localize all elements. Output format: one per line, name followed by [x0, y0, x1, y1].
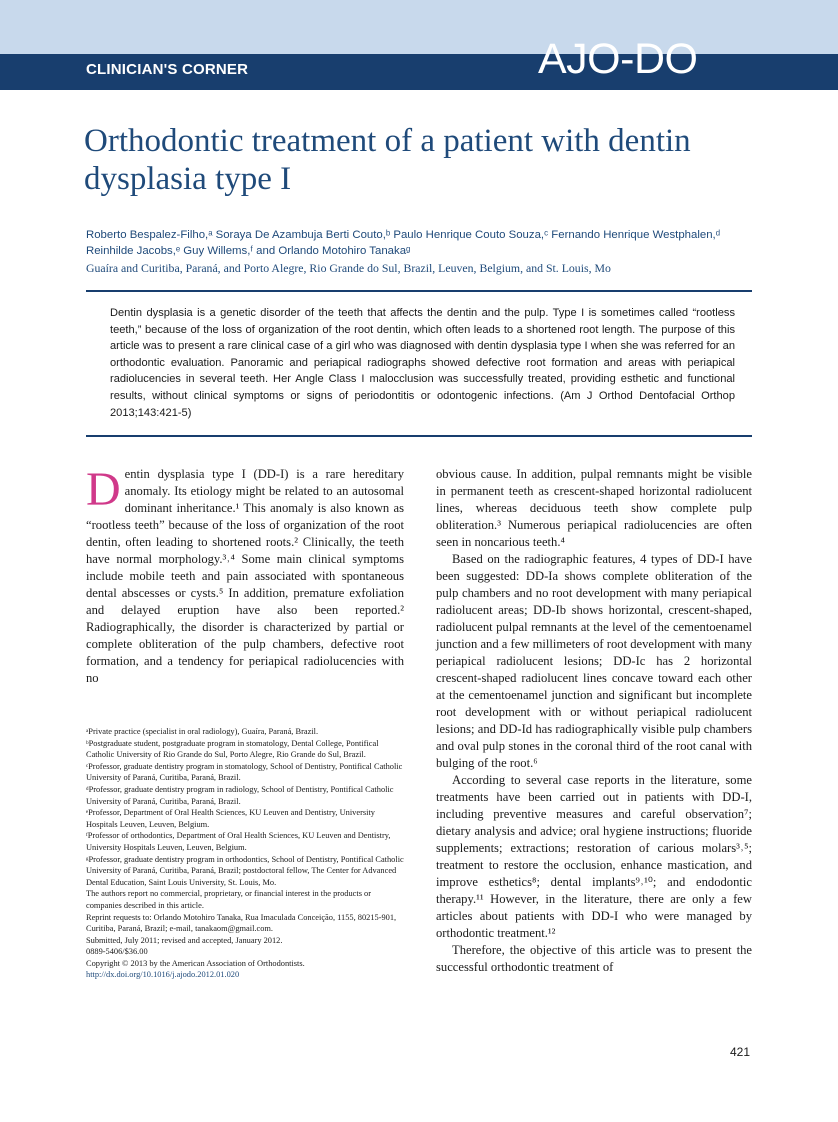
doi-link[interactable]: http://dx.doi.org/10.1016/j.ajodo.2012.01.020: [86, 970, 240, 980]
body-paragraph-4: According to several case reports in the literature, some treatments have been carried out in patients with DD-I, including preventive measures and careful observation⁷; dietary analysis and advice; oral hygiene instructions; fluoride supplements; extractions; restoration of carious molars³˒⁵; treatment to restore the occlusion, enhance mastication, and improve esthetics⁸; dental implants⁹˒¹⁰; and endodontic therapy.¹¹ However, in the literature, there are only a few articles about patients with DD-I who were managed by orthodontic treatment.¹²: [436, 773, 752, 940]
footnote-d: ᵈProfessor, graduate dentistry program in radiology, School of Dentistry, Pontifical Catholic University of Paraná, Curitiba, Paraná, Brazil.: [86, 784, 394, 806]
abstract: Dentin dysplasia is a genetic disorder of the teeth that affects the dentin and the pulp. Type I is sometimes called “rootless teeth,” because of the loss of organization of the root dentin, which often leads to a shortened root length. The purpose of this article was to present a rare clinical case of a girl who was diagnosed with dentin dysplasia type I when she was referred for an orthodontic evaluation. Panoramic and periapical radiographs showed defective root formation and areas with periapical radiolucencies in several teeth. Her Angle Class I malocclusion was successfully treated, providing esthetic and functional results, without clinical symptoms or signs of periodontitis or odontogenic infections. (Am J Orthod Dentofacial Orthop 2013;143:421-5): [110, 307, 735, 419]
footnote-e: ᵉProfessor, Department of Oral Health Sciences, KU Leuven and Dentistry, University Hospitals Leuven, Leuven, Belgium.: [86, 808, 375, 829]
abstract-top-rule: [86, 290, 752, 292]
body-paragraph-5: Therefore, the objective of this article was to present the successful orthodontic treatment of: [436, 943, 752, 974]
header-band: [0, 0, 838, 54]
issn: 0889-5406/$36.00: [86, 947, 148, 957]
article-title: Orthodontic treatment of a patient with dentin dysplasia type I: [84, 123, 691, 197]
body-paragraph-3: Based on the radiographic features, 4 types of DD-I have been suggested: DD-Ia shows complete obliteration of the pulp chambers and no root development with many periapical radiolucent areas; DD-Ib shows horizontal, crescent-shaped, radiolucent pulpal remnants at the level of the cementoenamel junction and a few millimeters of root development with many periapical radiolucent lesions; DD-Ic has 2 horizontal crescent-shaped radiolucent lines concave toward each other at the cementoenamel junction and significant but incomplete root development with or without periapical radiolucent lesions; and DD-Id has radiographically visible pulp chambers and oval pulp stones in the coronal third of the root canal with bulging of the root.⁶: [436, 552, 752, 770]
footnote-a: ᵃPrivate practice (specialist in oral radiology), Guaíra, Paraná, Brazil.: [86, 727, 319, 736]
footnote-f: ᶠProfessor of orthodontics, Department of Oral Health Sciences, KU Leuven and Dentistry, University Hospitals Leuven, Leuven, Belgium.: [86, 831, 391, 852]
footnote-g: ᵍProfessor, graduate dentistry program in orthodontics, School of Dentistry, Pontifical Catholic University of Paraná, Curitiba, Paraná, Brazil; postdoctoral fellow, The Center for Advanced Dental Education, Saint Louis University, St. Louis, Mo.: [86, 854, 404, 887]
disclosure-note: The authors report no commercial, proprietary, or financial interest in the products or companies described in this article.: [86, 889, 372, 910]
journal-logo: AJO-DO: [538, 35, 698, 83]
footnote-c: ᶜProfessor, graduate dentistry program in stomatology, School of Dentistry, Pontifical Catholic University of Paraná, Curitiba, Paraná, Brazil.: [86, 761, 403, 783]
section-label: CLINICIAN'S CORNER: [86, 61, 249, 78]
author-affiliations: Guaíra and Curitiba, Paraná, and Porto Alegre, Rio Grande do Sul, Brazil, Leuven, Belgium, and St. Louis, Mo: [86, 261, 611, 275]
author-list: Roberto Bespalez-Filho,ᵃ Soraya De Azambuja Berti Couto,ᵇ Paulo Henrique Couto Souza,ᶜ Fernando Henrique Westphalen,ᵈ Reinhilde Jacobs,ᵉ Guy Willems,ᶠ and Orlando Motohiro Tanakaᵍ: [86, 229, 721, 257]
abstract-bottom-rule: [86, 435, 752, 437]
submission-dates: Submitted, July 2011; revised and accepted, January 2012.: [86, 935, 283, 945]
page-number: 421: [730, 1045, 751, 1059]
body-paragraph-2: obvious cause. In addition, pulpal remnants might be visible in permanent teeth as crescent-shaped horizontal radiolucent lines, whereas deciduous teeth show complete pulp obliteration.³ Numerous periapical radiolucencies are often seen in noncarious teeth.⁴: [436, 467, 752, 549]
right-column: [436, 466, 752, 976]
left-column: [86, 463, 404, 687]
drop-cap: D: [86, 463, 121, 516]
body-paragraph-1: entin dysplasia type I (DD-I) is a rare hereditary anomaly. Its etiology might be related to an autosomal dominant inheritance.¹ This anomaly is also known as “rootless teeth” because of the loss of organization of the root dentin, often leading to shortened roots.² Clinically, the teeth have normal morphology.³˒⁴ Some main clinical symptoms include mobile teeth and pain associated with spontaneous dental abscesses or cysts.⁵ In addition, premature exfoliation and delayed eruption have also been reported.² Radiographically, the disorder is characterized by partial or complete obliteration of the pulp chambers, defective root formation, and a tendency for periapical radiolucencies with no: [86, 467, 404, 685]
footnote-b: ᵇPostgraduate student, postgraduate program in stomatology, Dental College, Pontifical Catholic University of Rio Grande do Sul, Porto Alegre, Rio Grande do Sul, Brazil.: [86, 738, 379, 760]
footnotes: [86, 726, 404, 981]
reprint-requests: Reprint requests to: Orlando Motohiro Tanaka, Rua Imaculada Conceição, 1155, 80215-901, Curitiba, Paraná, Brazil; e-mail, tanakaom@gmail.com.: [86, 912, 397, 934]
copyright: Copyright © 2013 by the American Association of Orthodontists.: [86, 958, 305, 968]
